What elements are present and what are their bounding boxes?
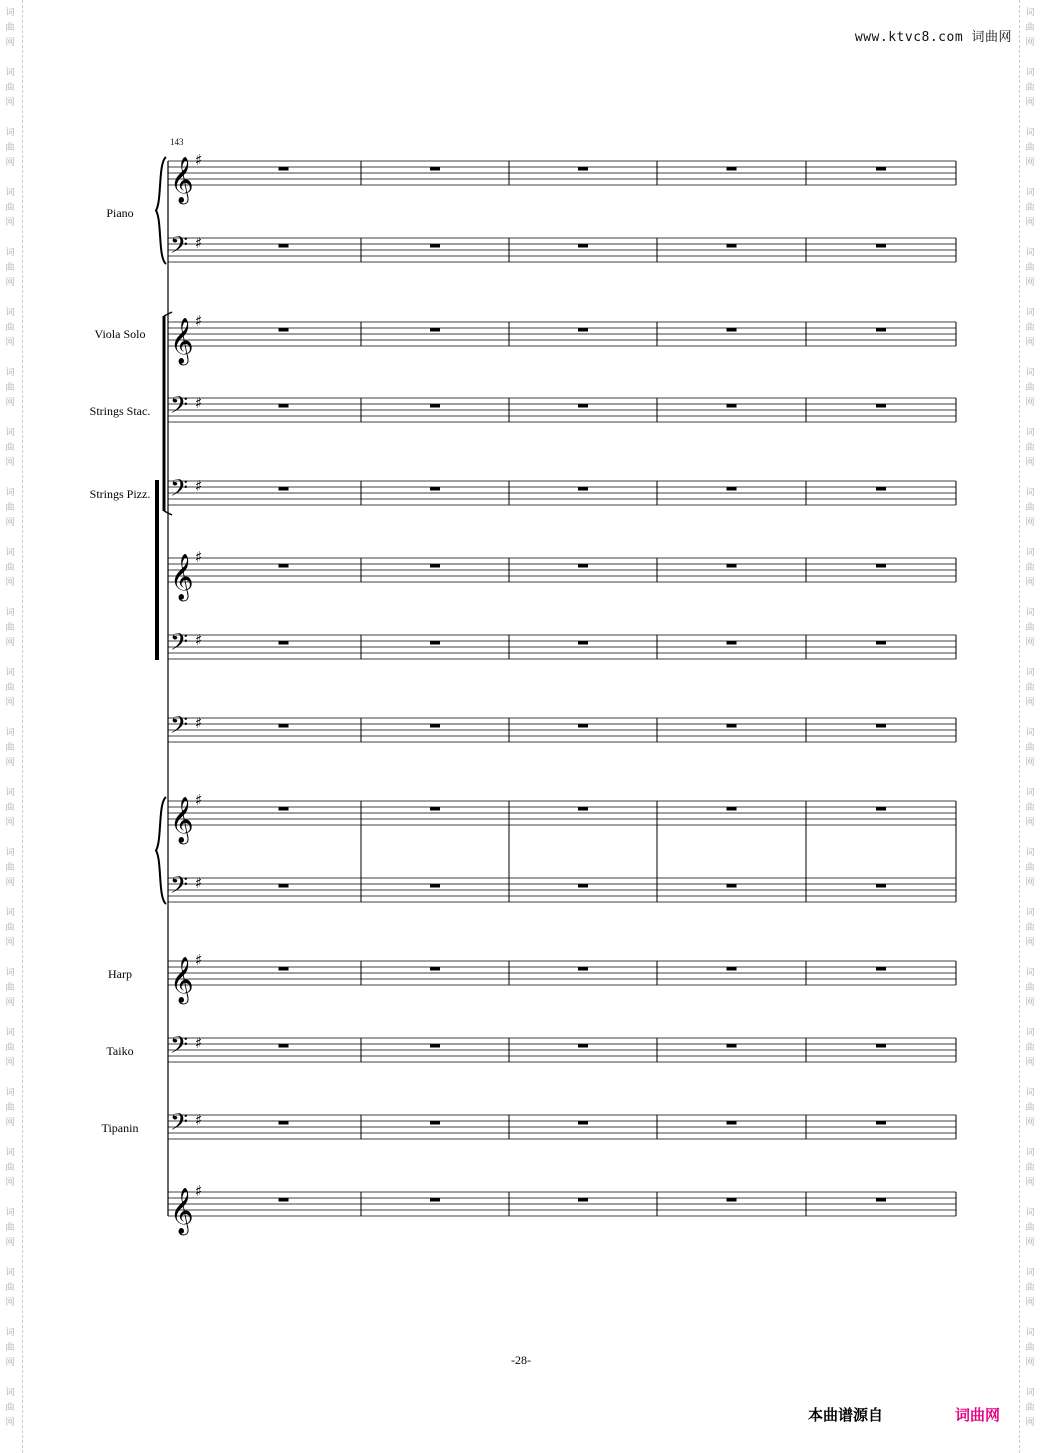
key-signature-sharp-icon: ♯ bbox=[195, 951, 203, 969]
whole-rest bbox=[727, 884, 737, 888]
watermark-text: 词曲网 bbox=[1025, 668, 1035, 708]
treble-clef-icon: 𝄞 bbox=[170, 797, 194, 843]
watermark-text: 词曲网 bbox=[5, 668, 15, 708]
instrument-label-viola-solo: Viola Solo bbox=[94, 327, 146, 341]
whole-rest bbox=[578, 487, 588, 491]
whole-rest bbox=[430, 1198, 440, 1202]
footer-brand[interactable]: 词曲网 bbox=[955, 1406, 1001, 1424]
whole-rest bbox=[430, 1044, 440, 1048]
whole-rest bbox=[727, 487, 737, 491]
key-signature-sharp-icon: ♯ bbox=[195, 791, 203, 809]
whole-rest bbox=[430, 487, 440, 491]
instrument-label-piano: Piano bbox=[106, 206, 134, 220]
watermark-text: 词曲网 bbox=[1025, 128, 1035, 168]
whole-rest bbox=[876, 1044, 886, 1048]
whole-rest bbox=[876, 404, 886, 408]
watermark-text: 词曲网 bbox=[5, 68, 15, 108]
watermark-text: 词曲网 bbox=[5, 1148, 15, 1188]
key-signature-sharp-icon: ♯ bbox=[195, 394, 203, 412]
key-signature-sharp-icon: ♯ bbox=[195, 631, 203, 649]
watermark-text: 词曲网 bbox=[1025, 1388, 1035, 1428]
watermark-text: 词曲网 bbox=[1025, 1208, 1035, 1248]
whole-rest bbox=[578, 404, 588, 408]
whole-rest bbox=[578, 884, 588, 888]
whole-rest bbox=[876, 487, 886, 491]
whole-rest bbox=[727, 1198, 737, 1202]
whole-rest bbox=[578, 564, 588, 568]
watermark-text: 词曲网 bbox=[5, 428, 15, 468]
whole-rest bbox=[578, 244, 588, 248]
whole-rest bbox=[430, 167, 440, 171]
watermark-text: 词曲网 bbox=[5, 1268, 15, 1308]
key-signature-sharp-icon: ♯ bbox=[195, 548, 203, 566]
whole-rest bbox=[279, 328, 289, 332]
watermark-text: 词曲网 bbox=[5, 1328, 15, 1368]
whole-rest bbox=[727, 404, 737, 408]
watermark-text: 词曲网 bbox=[1025, 1148, 1035, 1188]
site-url[interactable]: www.ktvc8.com bbox=[854, 30, 964, 45]
whole-rest bbox=[279, 487, 289, 491]
grand-staff-brace bbox=[156, 797, 166, 904]
whole-rest bbox=[279, 167, 289, 171]
watermark-text: 词曲网 bbox=[5, 128, 15, 168]
watermark-text: 词曲网 bbox=[1025, 728, 1035, 768]
whole-rest bbox=[727, 328, 737, 332]
whole-rest bbox=[727, 1044, 737, 1048]
watermark-text: 词曲网 bbox=[5, 368, 15, 408]
whole-rest bbox=[279, 244, 289, 248]
whole-rest bbox=[727, 1121, 737, 1125]
whole-rest bbox=[430, 724, 440, 728]
watermark-text: 词曲网 bbox=[1025, 968, 1035, 1008]
whole-rest bbox=[578, 167, 588, 171]
whole-rest bbox=[727, 167, 737, 171]
whole-rest bbox=[279, 1121, 289, 1125]
key-signature-sharp-icon: ♯ bbox=[195, 1182, 203, 1200]
watermark-text: 词曲网 bbox=[1025, 428, 1035, 468]
whole-rest bbox=[279, 404, 289, 408]
whole-rest bbox=[430, 641, 440, 645]
whole-rest bbox=[279, 1044, 289, 1048]
whole-rest bbox=[430, 244, 440, 248]
watermark-text: 词曲网 bbox=[5, 728, 15, 768]
whole-rest bbox=[279, 641, 289, 645]
watermark-text: 词曲网 bbox=[1025, 608, 1035, 648]
whole-rest bbox=[876, 807, 886, 811]
treble-clef-icon: 𝄞 bbox=[170, 957, 194, 1003]
key-signature-sharp-icon: ♯ bbox=[195, 312, 203, 330]
watermark-text: 词曲网 bbox=[5, 1208, 15, 1248]
whole-rest bbox=[279, 724, 289, 728]
bass-clef-icon: 𝄢 bbox=[170, 871, 189, 904]
whole-rest bbox=[578, 1198, 588, 1202]
whole-rest bbox=[727, 807, 737, 811]
bass-clef-icon: 𝄢 bbox=[170, 474, 189, 507]
bass-clef-icon: 𝄢 bbox=[170, 1031, 189, 1064]
key-signature-sharp-icon: ♯ bbox=[195, 874, 203, 892]
instrument-label-strings-pizz: Strings Pizz. bbox=[89, 487, 151, 501]
watermark-text: 词曲网 bbox=[5, 1388, 15, 1428]
whole-rest bbox=[578, 1121, 588, 1125]
key-signature-sharp-icon: ♯ bbox=[195, 714, 203, 732]
watermark-text: 词曲网 bbox=[1025, 68, 1035, 108]
whole-rest bbox=[876, 328, 886, 332]
whole-rest bbox=[727, 724, 737, 728]
watermark-text: 词曲网 bbox=[1025, 188, 1035, 228]
watermark-text: 词曲网 bbox=[1025, 788, 1035, 828]
watermark-text: 词曲网 bbox=[1025, 248, 1035, 288]
key-signature-sharp-icon: ♯ bbox=[195, 1034, 203, 1052]
whole-rest bbox=[578, 1044, 588, 1048]
watermark-text: 词曲网 bbox=[1025, 8, 1035, 48]
watermark-text: 词曲网 bbox=[1025, 548, 1035, 588]
treble-clef-icon: 𝄞 bbox=[170, 1188, 194, 1234]
whole-rest bbox=[876, 967, 886, 971]
whole-rest bbox=[430, 1121, 440, 1125]
treble-clef-icon: 𝄞 bbox=[170, 318, 194, 364]
bass-clef-icon: 𝄢 bbox=[170, 628, 189, 661]
watermark-text: 词曲网 bbox=[1025, 488, 1035, 528]
watermark-text: 词曲网 bbox=[1025, 308, 1035, 348]
whole-rest bbox=[727, 564, 737, 568]
key-signature-sharp-icon: ♯ bbox=[195, 234, 203, 252]
watermark-text: 词曲网 bbox=[5, 248, 15, 288]
watermark-text: 词曲网 bbox=[5, 308, 15, 348]
watermark-text: 词曲网 bbox=[5, 848, 15, 888]
instrument-label-taiko: Taiko bbox=[106, 1044, 134, 1058]
whole-rest bbox=[727, 244, 737, 248]
bass-clef-icon: 𝄢 bbox=[170, 231, 189, 264]
watermark-text: 词曲网 bbox=[5, 548, 15, 588]
whole-rest bbox=[876, 724, 886, 728]
instrument-label-tipanin: Tipanin bbox=[101, 1121, 139, 1135]
whole-rest bbox=[430, 967, 440, 971]
watermark-text: 词曲网 bbox=[1025, 1028, 1035, 1068]
whole-rest bbox=[727, 641, 737, 645]
whole-rest bbox=[578, 807, 588, 811]
watermark-text: 词曲网 bbox=[1025, 908, 1035, 948]
whole-rest bbox=[279, 1198, 289, 1202]
whole-rest bbox=[279, 884, 289, 888]
whole-rest bbox=[578, 967, 588, 971]
whole-rest bbox=[430, 564, 440, 568]
whole-rest bbox=[430, 807, 440, 811]
key-signature-sharp-icon: ♯ bbox=[195, 1111, 203, 1129]
watermark-text: 词曲网 bbox=[1025, 848, 1035, 888]
piano-brace bbox=[156, 157, 166, 264]
key-signature-sharp-icon: ♯ bbox=[195, 477, 203, 495]
watermark-text: 词曲网 bbox=[5, 8, 15, 48]
whole-rest bbox=[876, 884, 886, 888]
whole-rest bbox=[578, 724, 588, 728]
instrument-label-harp: Harp bbox=[108, 967, 132, 981]
site-name: 词曲网 bbox=[971, 30, 1012, 45]
whole-rest bbox=[727, 967, 737, 971]
whole-rest bbox=[430, 884, 440, 888]
whole-rest bbox=[430, 404, 440, 408]
page-number: -28- bbox=[511, 1353, 531, 1367]
watermark-text: 词曲网 bbox=[5, 968, 15, 1008]
instrument-label-strings-stac: Strings Stac. bbox=[89, 404, 151, 418]
watermark-text: 词曲网 bbox=[5, 908, 15, 948]
watermark-text: 词曲网 bbox=[5, 608, 15, 648]
bass-clef-icon: 𝄢 bbox=[170, 391, 189, 424]
whole-rest bbox=[876, 167, 886, 171]
bass-clef-icon: 𝄢 bbox=[170, 1108, 189, 1141]
whole-rest bbox=[279, 807, 289, 811]
key-signature-sharp-icon: ♯ bbox=[195, 151, 203, 169]
whole-rest bbox=[876, 1198, 886, 1202]
whole-rest bbox=[578, 641, 588, 645]
watermark-text: 词曲网 bbox=[1025, 1328, 1035, 1368]
watermark-text: 词曲网 bbox=[1025, 368, 1035, 408]
whole-rest bbox=[279, 564, 289, 568]
watermark-text: 词曲网 bbox=[1025, 1268, 1035, 1308]
whole-rest bbox=[279, 967, 289, 971]
watermark-text: 词曲网 bbox=[5, 1088, 15, 1128]
watermark-text: 词曲网 bbox=[5, 188, 15, 228]
treble-clef-icon: 𝄞 bbox=[170, 554, 194, 600]
watermark-text: 词曲网 bbox=[1025, 1088, 1035, 1128]
whole-rest bbox=[876, 244, 886, 248]
bass-clef-icon: 𝄢 bbox=[170, 711, 189, 744]
whole-rest bbox=[578, 328, 588, 332]
whole-rest bbox=[876, 1121, 886, 1125]
measure-number: 143 bbox=[170, 137, 184, 147]
watermark-text: 词曲网 bbox=[5, 488, 15, 528]
treble-clef-icon: 𝄞 bbox=[170, 157, 194, 203]
whole-rest bbox=[876, 564, 886, 568]
whole-rest bbox=[430, 328, 440, 332]
footer-source-text: 本曲谱源自 bbox=[808, 1406, 884, 1424]
whole-rest bbox=[876, 641, 886, 645]
watermark-text: 词曲网 bbox=[5, 1028, 15, 1068]
watermark-text: 词曲网 bbox=[5, 788, 15, 828]
